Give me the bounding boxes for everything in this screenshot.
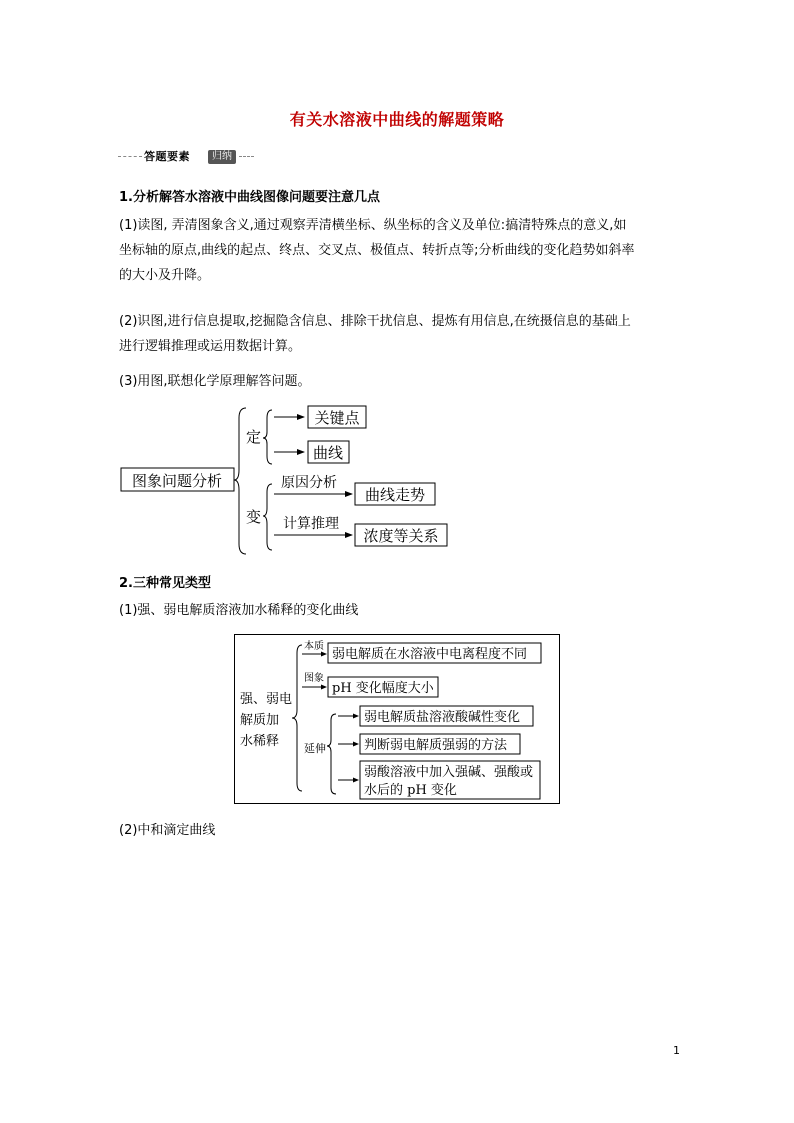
- curve-label: 曲线: [312, 444, 344, 462]
- text-line: 进行逻辑推理或运用数据计算。: [119, 339, 302, 354]
- section1-paragraph-3: [119, 369, 679, 394]
- concentration-label: 浓度等关系: [363, 527, 439, 545]
- calc-label: 计算推理: [283, 516, 339, 532]
- reason-label: 原因分析: [281, 475, 337, 491]
- text-line: (3)用图,联想化学原理解答问题。: [119, 374, 311, 389]
- extend-text-3b: 水后的 pH 变化: [364, 783, 457, 798]
- diagram-root-label: 图象问题分析: [131, 472, 223, 490]
- image-label: 图象: [304, 673, 324, 684]
- page-title: 有关水溶液中曲线的解题策略: [289, 110, 505, 129]
- trend-label: 曲线走势: [364, 486, 426, 504]
- image-text: pH 变化幅度大小: [332, 681, 434, 696]
- change-brace: [263, 484, 272, 550]
- banner-tag: 归纳: [208, 150, 236, 164]
- text-line: (1)强、弱电解质溶液加水稀释的变化曲线: [119, 603, 359, 618]
- section1-paragraph-1: [119, 213, 679, 288]
- page-number: 1: [673, 1044, 680, 1057]
- extend-text-2: 判断弱电解质强弱的方法: [364, 738, 508, 753]
- root-line-3: 水稀释: [240, 734, 280, 749]
- fixed-brace: [263, 410, 272, 464]
- extend-text-3a: 弱酸溶液中加入强碱、强酸或: [364, 765, 534, 780]
- essence-label: 本质: [304, 641, 324, 652]
- extend-text-1: 弱电解质盐溶液酸碱性变化: [364, 710, 521, 725]
- text-line: (2)中和滴定曲线: [119, 823, 216, 838]
- extend-label: 延伸: [304, 742, 326, 755]
- fixed-label: 定: [246, 428, 262, 446]
- root-line-2: 解质加: [240, 713, 280, 728]
- keypoint-label: 关键点: [314, 409, 360, 427]
- section2-paragraph-1: [119, 598, 679, 623]
- section-banner: [118, 150, 254, 164]
- root-line-1: 强、弱电: [240, 692, 293, 707]
- section1-paragraph-2: [119, 309, 679, 359]
- main-brace: [292, 645, 302, 791]
- section2-heading: 2.三种常见类型: [119, 576, 211, 591]
- analysis-diagram: [118, 400, 458, 560]
- text-line: 的大小及升降。: [119, 268, 211, 283]
- dilution-diagram: [234, 634, 562, 806]
- extend-brace: [327, 714, 336, 794]
- essence-text: 弱电解质在水溶液中电离程度不同: [332, 647, 528, 662]
- section2-paragraph-2: [119, 818, 679, 843]
- text-line: (1)读图, 弄清图象含义,通过观察弄清横坐标、纵坐标的含义及单位:搞清特殊点的意义,如: [119, 218, 627, 233]
- section1-heading: 1.分析解答水溶液中曲线图像问题要注意几点: [119, 190, 380, 205]
- text-line: (2)识图,进行信息提取,挖掘隐含信息、排除干扰信息、提炼有用信息,在统摄信息的基础上: [119, 314, 631, 329]
- change-label: 变: [246, 508, 262, 526]
- outer-brace: [234, 408, 246, 554]
- text-line: 坐标轴的原点,曲线的起点、终点、交叉点、极值点、转折点等;分析曲线的变化趋势如斜率: [119, 243, 635, 258]
- banner-label: 答题要素: [144, 150, 190, 163]
